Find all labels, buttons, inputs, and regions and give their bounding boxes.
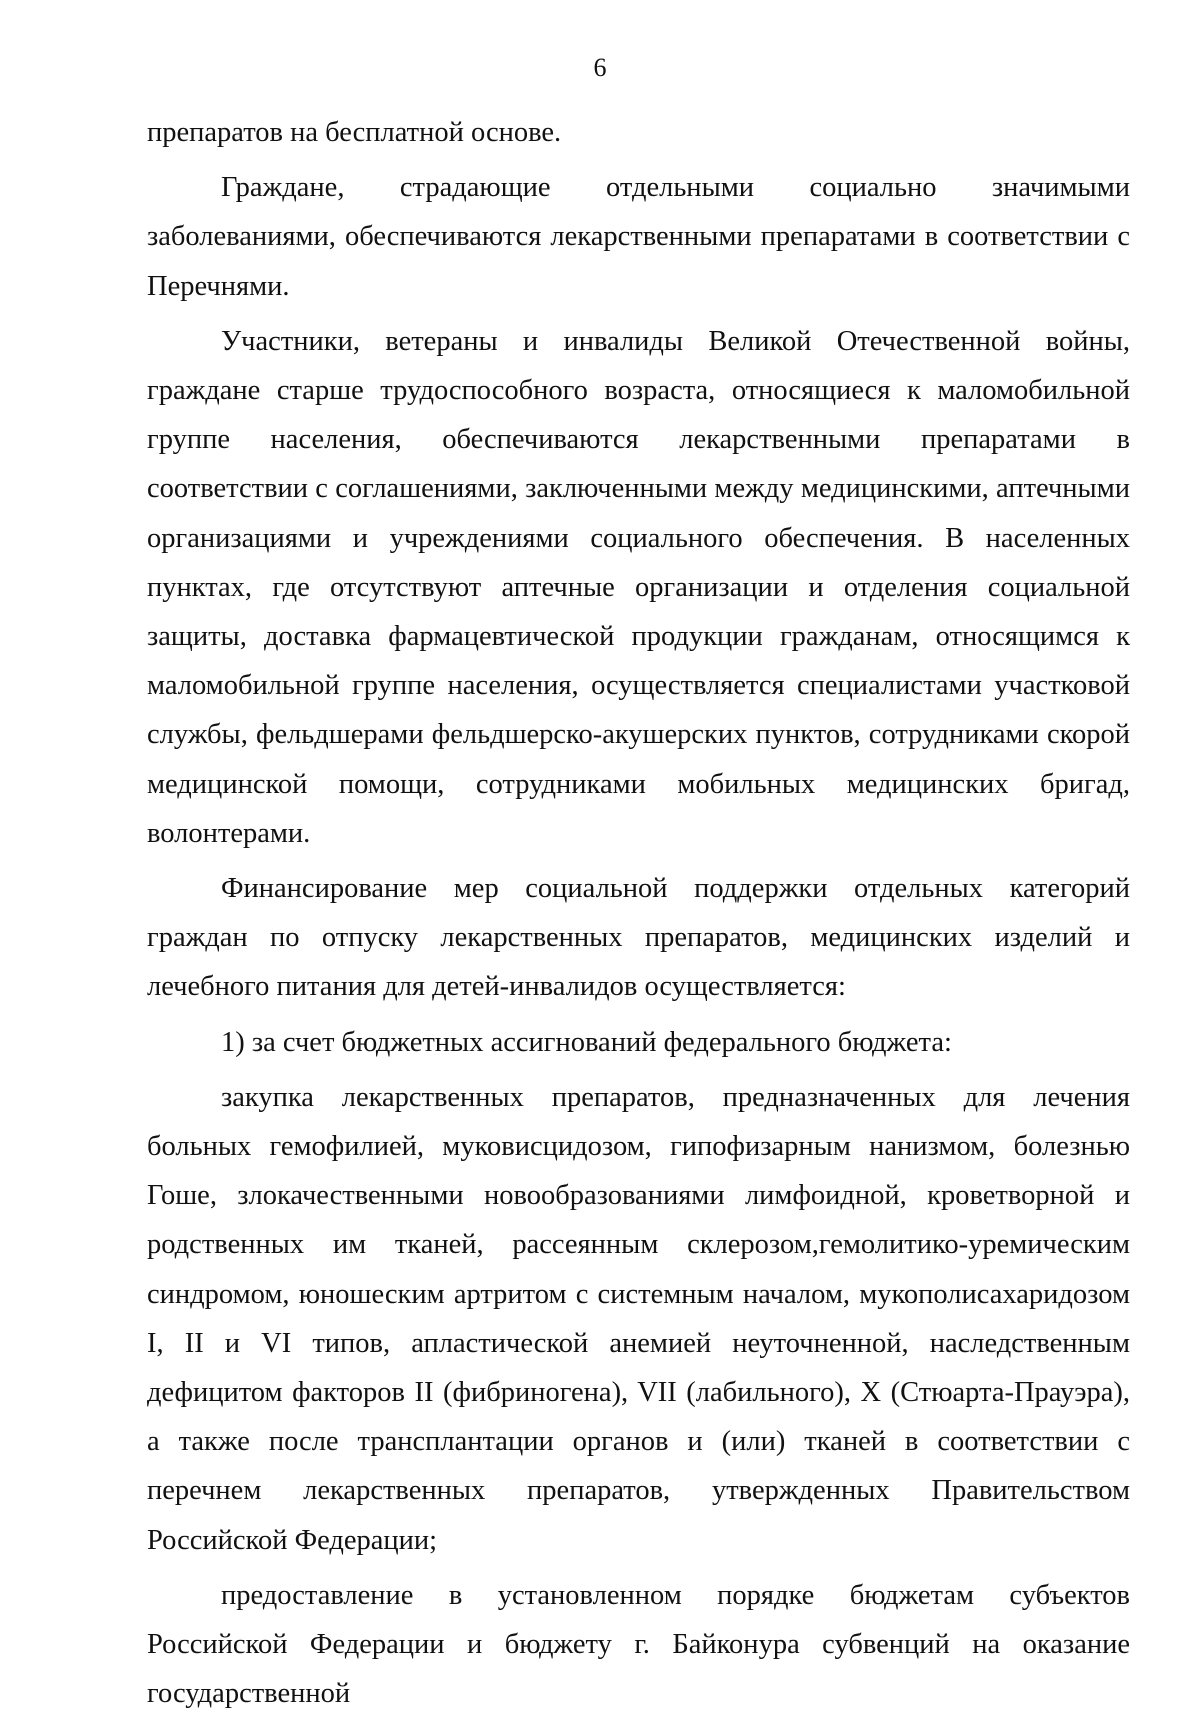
paragraph-subventions: предоставление в установленном порядке бюджетам субъектов Российской Федерации и бюджету г. Байконура субвенций на оказание государственной <box>147 1579 1130 1710</box>
paragraph-citizens-diseases: Граждане, страдающие отдельными социально значимыми заболеваниями, обеспечиваются лекарственными препаратами в соответствии с Перечнями. <box>147 172 1130 302</box>
paragraph-procurement: закупка лекарственных препаратов, предназначенных для лечения больных гемофилией, муковисцидозом, гипофизарным нанизмом, болезнью Гоше, злокачественными новообразованиями лимфоидной, кроветворной и родственных им тканей, рассеянным склерозом,гемолитико-уремическим синдромом, юношеским артритом с системным началом, мукополисахаридозом I, II и VI типов, апластической анемией неуточненной, наследственным дефицитом факторов II (фибриногена), VII (лабильного), X (Стюарта-Прауэра), а также после трансплантации органов и (или) тканей в соответствии с перечнем лекарственных препаратов, утвержденных Правительством Российской Федерации; <box>147 1081 1130 1556</box>
paragraph-financing: Финансирование мер социальной поддержки отдельных категорий граждан по отпуску лекарственных препаратов, медицинских изделий и лечебного питания для детей-инвалидов осуществляется: <box>147 873 1130 1003</box>
paragraph-continuation: препаратов на бесплатной основе. <box>147 117 562 148</box>
paragraph-item-1: 1) за счет бюджетных ассигнований федерального бюджета: <box>221 1026 952 1058</box>
document-body <box>147 108 1130 1719</box>
paragraph-veterans: Участники, ветераны и инвалиды Великой Отечественной войны, граждане старше трудоспособного возраста, относящиеся к маломобильной группе населения, обеспечиваются лекарственными препаратами в соответствии с соглашениями, заключенными между медицинскими, аптечными организациями и учреждениями социального обеспечения. В населенных пунктах, где отсутствуют аптечные организации и отделения социальной защиты, доставка фармацевтической продукции гражданам, относящимся к маломобильной группе населения, осуществляется специалистами участковой службы, фельдшерами фельдшерско-акушерских пунктов, сотрудниками скорой медицинской помощи, сотрудниками мобильных медицинских бригад, волонтерами. <box>147 325 1130 849</box>
page-number: 6 <box>593 53 607 82</box>
